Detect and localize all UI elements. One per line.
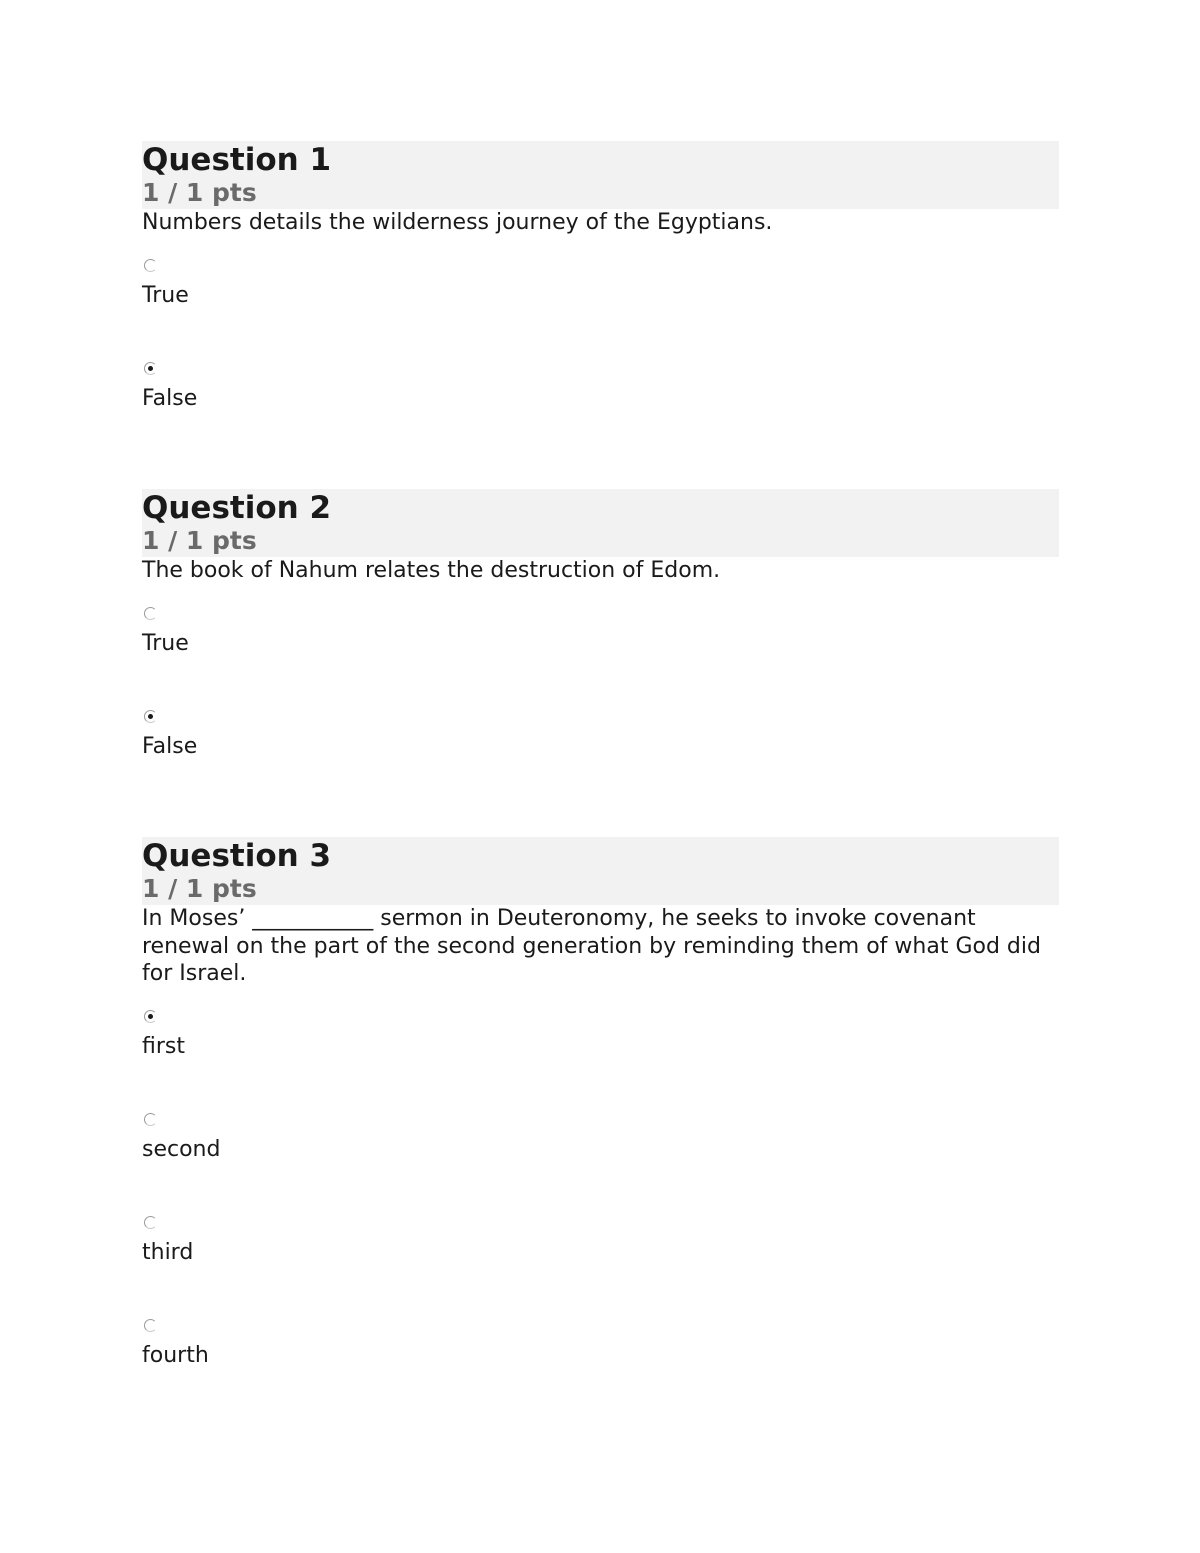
radio-button-icon[interactable]	[144, 710, 157, 723]
answer-label: fourth	[142, 1342, 209, 1368]
question-header	[142, 489, 1059, 557]
answer-option-false[interactable]	[142, 362, 1059, 465]
answer-option-second[interactable]	[142, 1113, 1059, 1216]
answer-list	[142, 1010, 1059, 1422]
answer-option-false[interactable]	[142, 710, 1059, 813]
question-text: The book of Nahum relates the destruction of Edom.	[142, 558, 721, 583]
answer-label: True	[142, 282, 189, 308]
question-points: 1 / 1 pts	[142, 178, 257, 207]
question-title: Question 1	[142, 142, 332, 178]
question-text: In Moses’ ___________ sermon in Deuteronomy, he seeks to invoke covenant renewal on the part of the second generation by reminding them of what God did for Israel.	[142, 906, 1041, 986]
answer-label: False	[142, 733, 198, 759]
radio-button-icon[interactable]	[144, 1319, 157, 1332]
radio-button-icon[interactable]	[144, 1216, 157, 1229]
question-title: Question 2	[142, 490, 332, 526]
question-title: Question 3	[142, 838, 332, 874]
answer-option-true[interactable]	[142, 607, 1059, 710]
question-3	[142, 837, 1059, 1422]
answer-option-third[interactable]	[142, 1216, 1059, 1319]
answer-label: True	[142, 630, 189, 656]
answer-label: second	[142, 1136, 221, 1162]
question-points: 1 / 1 pts	[142, 526, 257, 555]
question-text: Numbers details the wilderness journey of the Egyptians.	[142, 210, 773, 235]
answer-option-true[interactable]	[142, 259, 1059, 362]
radio-button-icon[interactable]	[144, 1010, 157, 1023]
answer-option-fourth[interactable]	[142, 1319, 1059, 1422]
radio-button-icon[interactable]	[144, 362, 157, 375]
answer-list	[142, 259, 1059, 465]
question-header	[142, 141, 1059, 209]
answer-label: first	[142, 1033, 185, 1059]
radio-button-icon[interactable]	[144, 607, 157, 620]
answer-label: third	[142, 1239, 194, 1265]
answer-label: False	[142, 385, 198, 411]
radio-button-icon[interactable]	[144, 1113, 157, 1126]
answer-option-first[interactable]	[142, 1010, 1059, 1113]
question-points: 1 / 1 pts	[142, 874, 257, 903]
question-header	[142, 837, 1059, 905]
question-1	[142, 141, 1059, 465]
question-2	[142, 489, 1059, 813]
answer-list	[142, 607, 1059, 813]
radio-button-icon[interactable]	[144, 259, 157, 272]
